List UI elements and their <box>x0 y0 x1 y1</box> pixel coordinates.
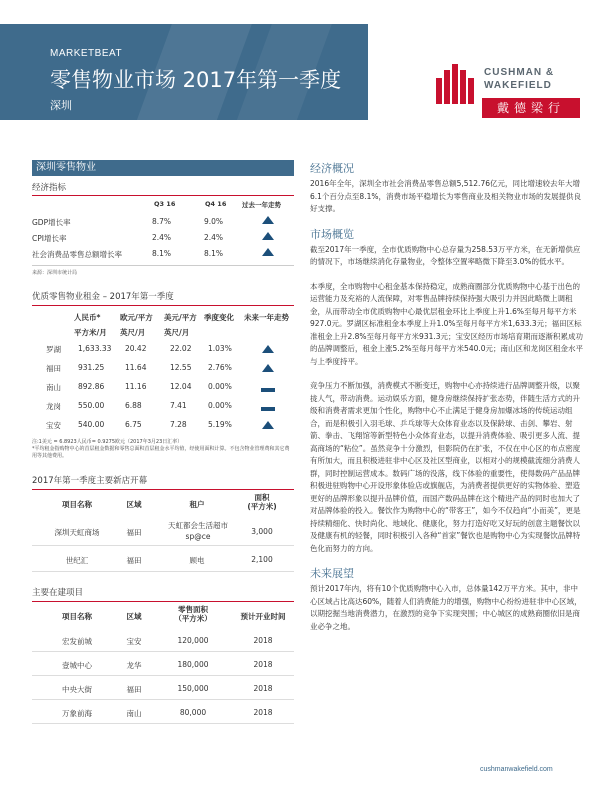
rent-title: 优质零售物业租金 – 2017年第一季度 <box>32 290 294 306</box>
section-title: 深圳零售物业 <box>32 160 294 176</box>
trend-flat-icon <box>261 385 275 394</box>
market-paragraph-3: 竞争压力不断加强，消费模式不断变迁，购物中心亦持续进行品牌调整升级，以聚拢人气，带动消费。运动娱乐方面，健身房继续保持扩张态势，伴随生活方式的升级和消费者需求更加个性化，购物中心不止满足于健身房加爆冰场的传统运动组合，而是积极引入羽毛球、乒乓球等大众体育业态以及保龄球、击剑、攀岩、射箭、拳击、飞翔馆等新型特色小众体育业态，以提升消费体验、吸引更多人流、提高商场的“粘位”。虽然竞争十分激烈，但影院仍在扩张，不仅在中心区的布点密度有所加大，而且积极进驻非中心区及社区型商业，以相对小的规模截流细分消费人群，同时控制运营成本。数码广场的没落，线下体验的重要性，使得数码产品品牌积极进驻购物中心开设形象体验店或旗舰店，为消费者提供更好的实物体验、塑造更好的品牌形象以提升品牌价值，而国产数码品牌在这个精进产品的同时也加大了对品牌体验的投入。餐饮作为购物中心的“带客王”，如今不仅趋向“小而美”，更是持续精细化、快时尚化、地域化、健康化，努力打造好吃又好玩的创意主题餐饮以及健康有机的轻餐，同时积极引入各种“首家”餐饮也是购物中心为实现餐饮品牌特色化而努力的方向。 <box>310 381 581 553</box>
project-row: 宏发前城 宝安 120,000 2018 <box>32 628 294 652</box>
right-column <box>310 160 584 633</box>
kpi-col-q4: Q4 16 <box>205 200 227 208</box>
rent-row: 宝安 540.00 6.75 7.28 5.19% <box>32 416 294 435</box>
economy-heading: 经济概况 <box>310 162 354 175</box>
projects-title: 主要在建项目 <box>32 586 294 602</box>
lease-row: 世纪汇 福田 顾电 2,100 <box>32 546 294 572</box>
projects-header: 项目名称 区域 零售面积 （平方米） 预计开业时间 <box>62 605 286 623</box>
kpi-row: GDP增长率 8.7% 9.0% <box>32 214 294 230</box>
market-paragraph-1: 截至2017年一季度，全市优质购物中心总存量为258.53万平方米，在无新增供应的情况下，市场继续消化存量物业，令整体空置率略微下降至3.0%的低水平。 <box>310 244 581 266</box>
logo-text: CUSHMAN & WAKEFIELD <box>484 67 555 91</box>
leases-title: 2017年第一季度主要新店开幕 <box>32 474 294 490</box>
outlook-text: 预计2017年内，将有10个优质购物中心入市，总体量142万平方米。其中，非中心区域占比高达60%，随着人们消费能力的增强，购物中心纷纷进驻非中心区域，以期挖掘当地消费潜力，在激烈的竞争下实现突围；中心城区的成熟商圈依旧是商业必争之地。 <box>310 584 582 631</box>
trend-up-icon <box>262 216 274 226</box>
rent-note: 注:1美元 = 6.8923人民币= 0.9275欧元（2017年3月23日汇率） *平均租金指购物中心的首层租金数据和零售总面积首层租金水平均值，经使用面积计算。不包含物业管理费和其它费用等其他费用。 <box>32 439 290 459</box>
market-heading: 市场概览 <box>310 227 354 241</box>
trend-up-icon <box>262 364 274 374</box>
kpi-source: 来源：深圳市统计局 <box>32 265 294 276</box>
project-row: 中央大街 福田 150,000 2018 <box>32 676 294 700</box>
economy-text: 2016年全年，深圳全市社会消费品零售总额5,512.76亿元，同比增速较去年大增6.1个百分点至8.1%，消费市场平稳增长为零售商业及相关物业市场的发展提供良好支撑。 <box>310 179 581 213</box>
project-row: 壹城中心 龙华 180,000 2018 <box>32 652 294 676</box>
trend-up-icon <box>262 345 274 355</box>
logo-chinese: 戴德梁行 <box>482 98 580 118</box>
left-column <box>32 160 294 724</box>
kpi-row: 社会消费品零售总额增长率 8.1% 8.1% <box>32 246 294 262</box>
footer-link[interactable]: cushmanwakefield.com <box>480 766 553 773</box>
rent-row: 罗湖 1,633.33 20.42 22.02 1.03% <box>32 340 294 359</box>
trend-up-icon <box>262 248 274 258</box>
page-title: 零售物业市场 2017年第一季度 <box>50 68 342 92</box>
company-logo <box>432 62 582 120</box>
kpi-col-trend: 过去一年走势 <box>242 201 281 209</box>
kpi-header <box>32 196 294 214</box>
outlook-heading: 未来展望 <box>310 567 354 580</box>
rent-row: 龙岗 550.00 6.88 7.41 0.00% <box>32 397 294 416</box>
rent-header: 人民币* 平方米/月 欧元/平方 英尺/月 美元/平方 英尺/月 季度变化 未来一年走势 <box>74 313 289 337</box>
header-banner <box>0 0 612 132</box>
rent-row: 福田 931.25 11.64 12.55 2.76% <box>32 359 294 378</box>
lease-row: 深圳天虹商场 福田 天虹都会生活超市 sp@ce 3,000 <box>32 516 294 546</box>
project-row: 万象前海 南山 80,000 2018 <box>32 700 294 724</box>
trend-flat-icon <box>261 404 275 413</box>
trend-up-icon <box>262 232 274 242</box>
kpi-col-q3: Q3 16 <box>154 200 176 208</box>
kpi-title: 经济指标 <box>32 181 294 196</box>
city-label: 深圳 <box>50 99 72 112</box>
market-paragraph-2: 本季度，全市购物中心租金基本保持稳定，成熟商圈部分优质购物中心基于出色的运营能力及充裕的人流保障，对零售品牌持续保持强大吸引力并因此略微上调租金，从而带动全市优质购物中心最优层租金环比上季度上升1.6%至每月每平方米927.0元。罗湖区标准租金本季度上升1.0%至每月每平方米1,633.3元；福田区标准租金上升2.8%至每月每平方米931.3元；宝安区经历市场培育期而逐渐积累成功的品牌调整后，租金上涨5.2%至每月每平方米540.0元；南山区和龙岗区租金水平与上季度持平。 <box>310 281 584 366</box>
kpi-row: CPI增长率 2.4% 2.4% <box>32 230 294 246</box>
rent-row: 南山 892.86 11.16 12.04 0.00% <box>32 378 294 397</box>
leases-header: 项目名称 区域 租户 面积 (平方米) <box>62 493 277 511</box>
banner-label: MARKETBEAT <box>50 48 123 59</box>
trend-up-icon <box>262 421 274 431</box>
skyline-icon <box>436 64 476 104</box>
